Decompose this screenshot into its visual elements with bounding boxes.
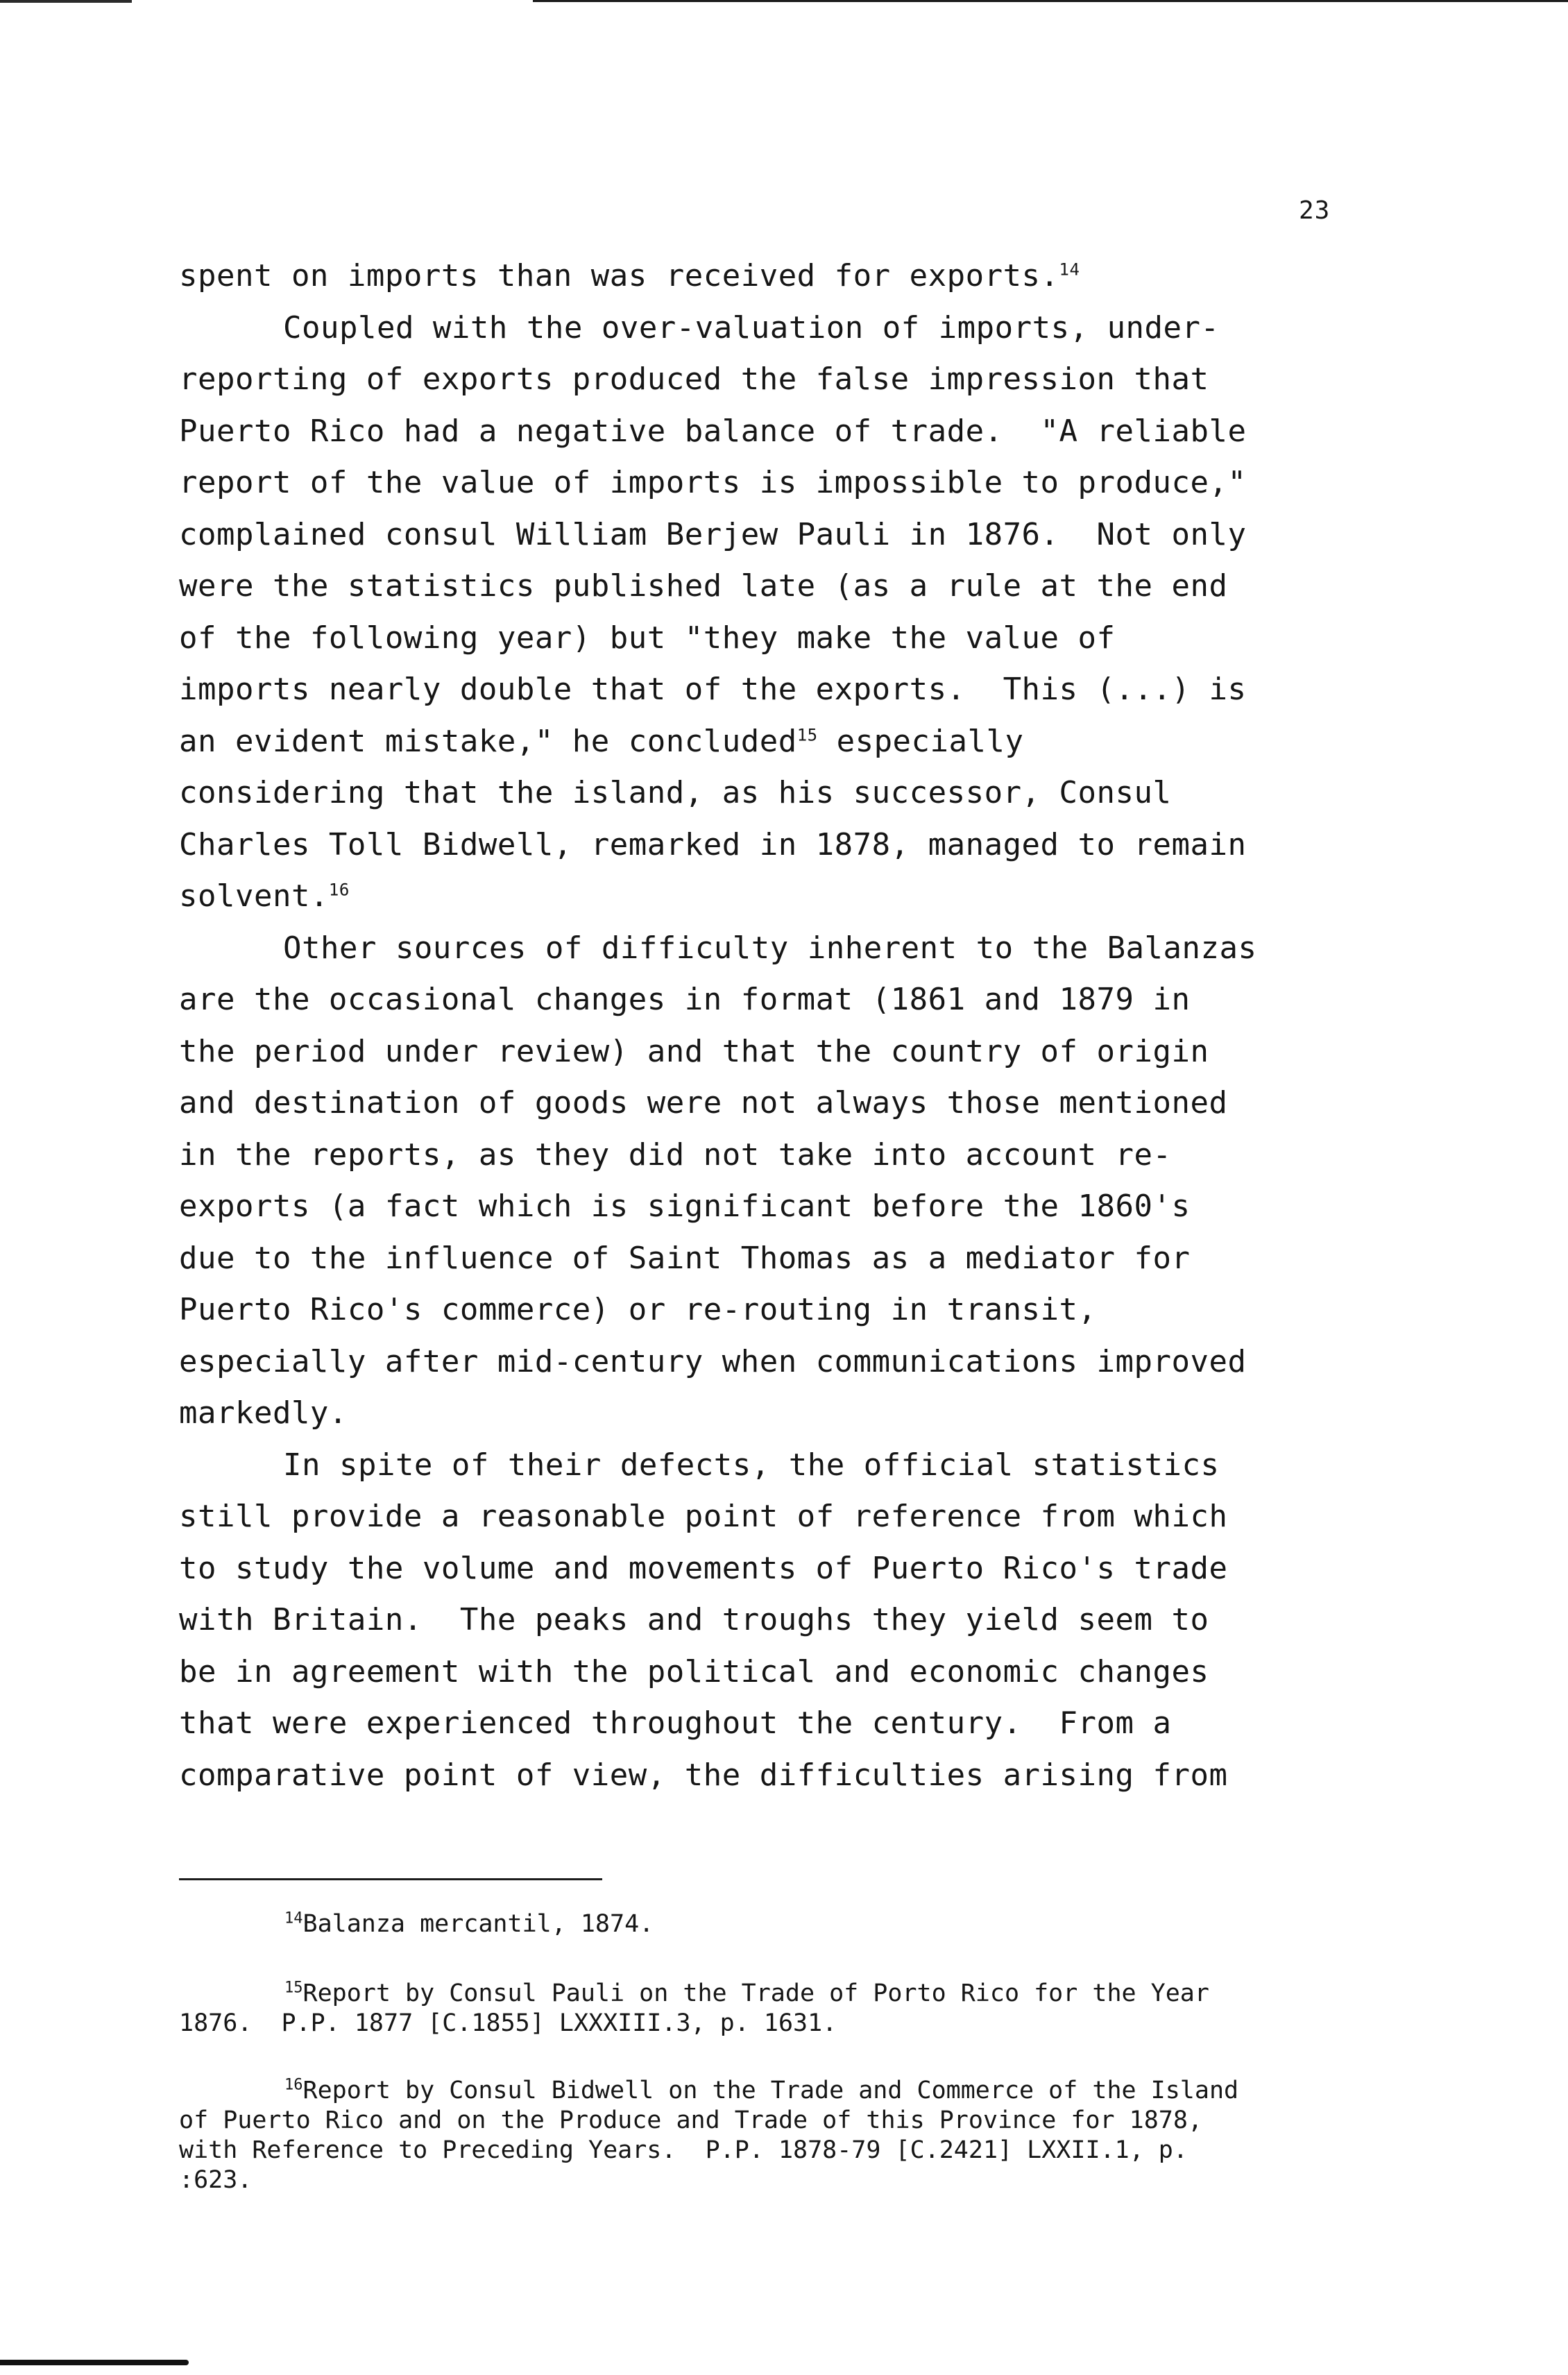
footnote-line <box>179 1909 654 1939</box>
body-line <box>179 1395 348 1431</box>
body-line <box>179 775 1171 811</box>
body-line <box>179 258 1080 294</box>
body-line-text: an evident mistake," he concluded <box>179 723 797 759</box>
body-line-text: Other sources of difficulty inherent to the Balanzas <box>283 930 1257 966</box>
footnote-text: of Puerto Rico and on the Produce and Trade of this Province for 1878, <box>179 2106 1203 2134</box>
body-line-text: Puerto Rico's commerce) or re-routing in transit, <box>179 1292 1097 1327</box>
body-line-text: In spite of their defects, the official statistics <box>283 1447 1220 1483</box>
footnote-text: Report by Consul Pauli on the Trade of Porto Rico for the Year <box>302 1980 1209 2007</box>
footnote-text: Balanza mercantil, 1874. <box>302 1910 654 1938</box>
body-line <box>179 1085 1227 1121</box>
footnote-reference[interactable]: 15 <box>796 724 818 744</box>
body-line <box>179 672 1246 708</box>
body-line <box>179 724 1024 760</box>
body-line-text: considering that the island, as his successor, Consul <box>179 775 1172 810</box>
footnote-15 <box>179 1979 1209 2038</box>
footnote-text: Report by Consul Bidwell on the Trade and Commerce of the Island <box>302 2077 1239 2104</box>
body-line <box>179 1241 1190 1277</box>
body-line-text: imports nearly double that of the exports. This (...) is <box>179 672 1247 707</box>
body-line <box>179 1137 1171 1173</box>
body-line-text: the period under review) and that the country of origin <box>179 1033 1209 1069</box>
body-line-text: Charles Toll Bidwell, remarked in 1878, managed to remain <box>179 826 1247 862</box>
body-line-text: with Britain. The peaks and troughs they yield seem to <box>179 1602 1209 1637</box>
body-line <box>179 1705 1171 1742</box>
body-line-text: spent on imports than was received for exports. <box>179 258 1059 293</box>
body-line <box>179 1602 1209 1638</box>
body-line <box>179 1499 1227 1535</box>
body-line <box>179 982 1190 1018</box>
body-line-text: reporting of exports produced the false impression that <box>179 361 1209 397</box>
footnote-number: 14 <box>284 1909 303 1927</box>
footnote-reference[interactable]: 16 <box>328 880 350 900</box>
body-line <box>283 930 1257 967</box>
footnote-line <box>179 2136 1238 2165</box>
body-line <box>179 1551 1227 1587</box>
body-line <box>179 1654 1209 1690</box>
body-line-text: markedly. <box>179 1395 348 1431</box>
body-line <box>179 878 350 914</box>
body-line-text: complained consul William Berjew Pauli in 1876. Not only <box>179 516 1247 552</box>
body-line-text: exports (a fact which is significant before the 1860's <box>179 1189 1191 1224</box>
body-line-text: especially after mid-century when communications improved <box>179 1343 1247 1379</box>
body-line-text: report of the value of imports is impossible to produce," <box>179 465 1247 500</box>
footnote-line <box>179 2076 1238 2106</box>
footnote-text: with Reference to Preceding Years. P.P. 1878-79 [C.2421] LXXII.1, p. <box>179 2136 1188 2164</box>
body-line-text: Coupled with the over-valuation of imports, under- <box>283 309 1220 346</box>
body-line-text: solvent. <box>179 878 329 914</box>
footnote-16 <box>179 2076 1238 2195</box>
body-line-text: be in agreement with the political and economic changes <box>179 1653 1209 1689</box>
body-line-text: Puerto Rico had a negative balance of trade. "A reliable <box>179 413 1247 449</box>
footnote-line <box>179 2009 1209 2038</box>
body-line <box>179 620 1116 656</box>
footnote-14 <box>179 1909 654 1939</box>
body-line-text: comparative point of view, the difficulties arising from <box>179 1757 1228 1793</box>
footnote-line <box>179 2165 1238 2195</box>
body-line <box>179 1292 1097 1328</box>
footnote-line <box>179 2106 1238 2136</box>
scan-edge-mark-bottom-left <box>0 2360 189 2365</box>
body-line <box>179 414 1246 450</box>
body-line-text: to study the volume and movements of Puerto Rico's trade <box>179 1550 1228 1586</box>
body-line <box>179 1034 1209 1070</box>
body-line <box>179 1189 1190 1225</box>
body-line <box>283 310 1220 346</box>
body-line <box>179 1344 1246 1380</box>
page-number: 23 <box>1299 196 1331 225</box>
body-line <box>179 568 1227 604</box>
body-line-text: in the reports, as they did not take into account re- <box>179 1137 1172 1173</box>
body-line <box>179 361 1209 398</box>
footnote-text: :623. <box>179 2166 253 2194</box>
body-line <box>179 1757 1227 1794</box>
body-line <box>283 1447 1220 1483</box>
body-line <box>179 517 1246 553</box>
footnote-line <box>179 1979 1209 2009</box>
body-line-text: that were experienced throughout the century. From a <box>179 1705 1172 1741</box>
body-line-text: due to the influence of Saint Thomas as a mediator for <box>179 1240 1191 1276</box>
body-line-text: still provide a reasonable point of reference from which <box>179 1499 1228 1534</box>
footnote-text: 1876. P.P. 1877 [C.1855] LXXXIII.3, p. 1631. <box>179 2009 837 2037</box>
body-line <box>179 827 1246 863</box>
footnote-separator <box>179 1878 602 1880</box>
body-line-text: and destination of goods were not always those mentioned <box>179 1085 1228 1121</box>
body-line-text: are the occasional changes in format (1861 and 1879 in <box>179 982 1191 1017</box>
body-line-text: of the following year) but "they make the value of <box>179 620 1116 656</box>
body-line-text-continued: especially <box>817 723 1024 759</box>
body-line <box>179 465 1246 501</box>
footnote-number: 16 <box>284 2076 303 2094</box>
footnote-reference[interactable]: 14 <box>1059 259 1080 280</box>
footnote-number: 15 <box>284 1979 303 1997</box>
body-line-text: were the statistics published late (as a rule at the end <box>179 568 1228 604</box>
